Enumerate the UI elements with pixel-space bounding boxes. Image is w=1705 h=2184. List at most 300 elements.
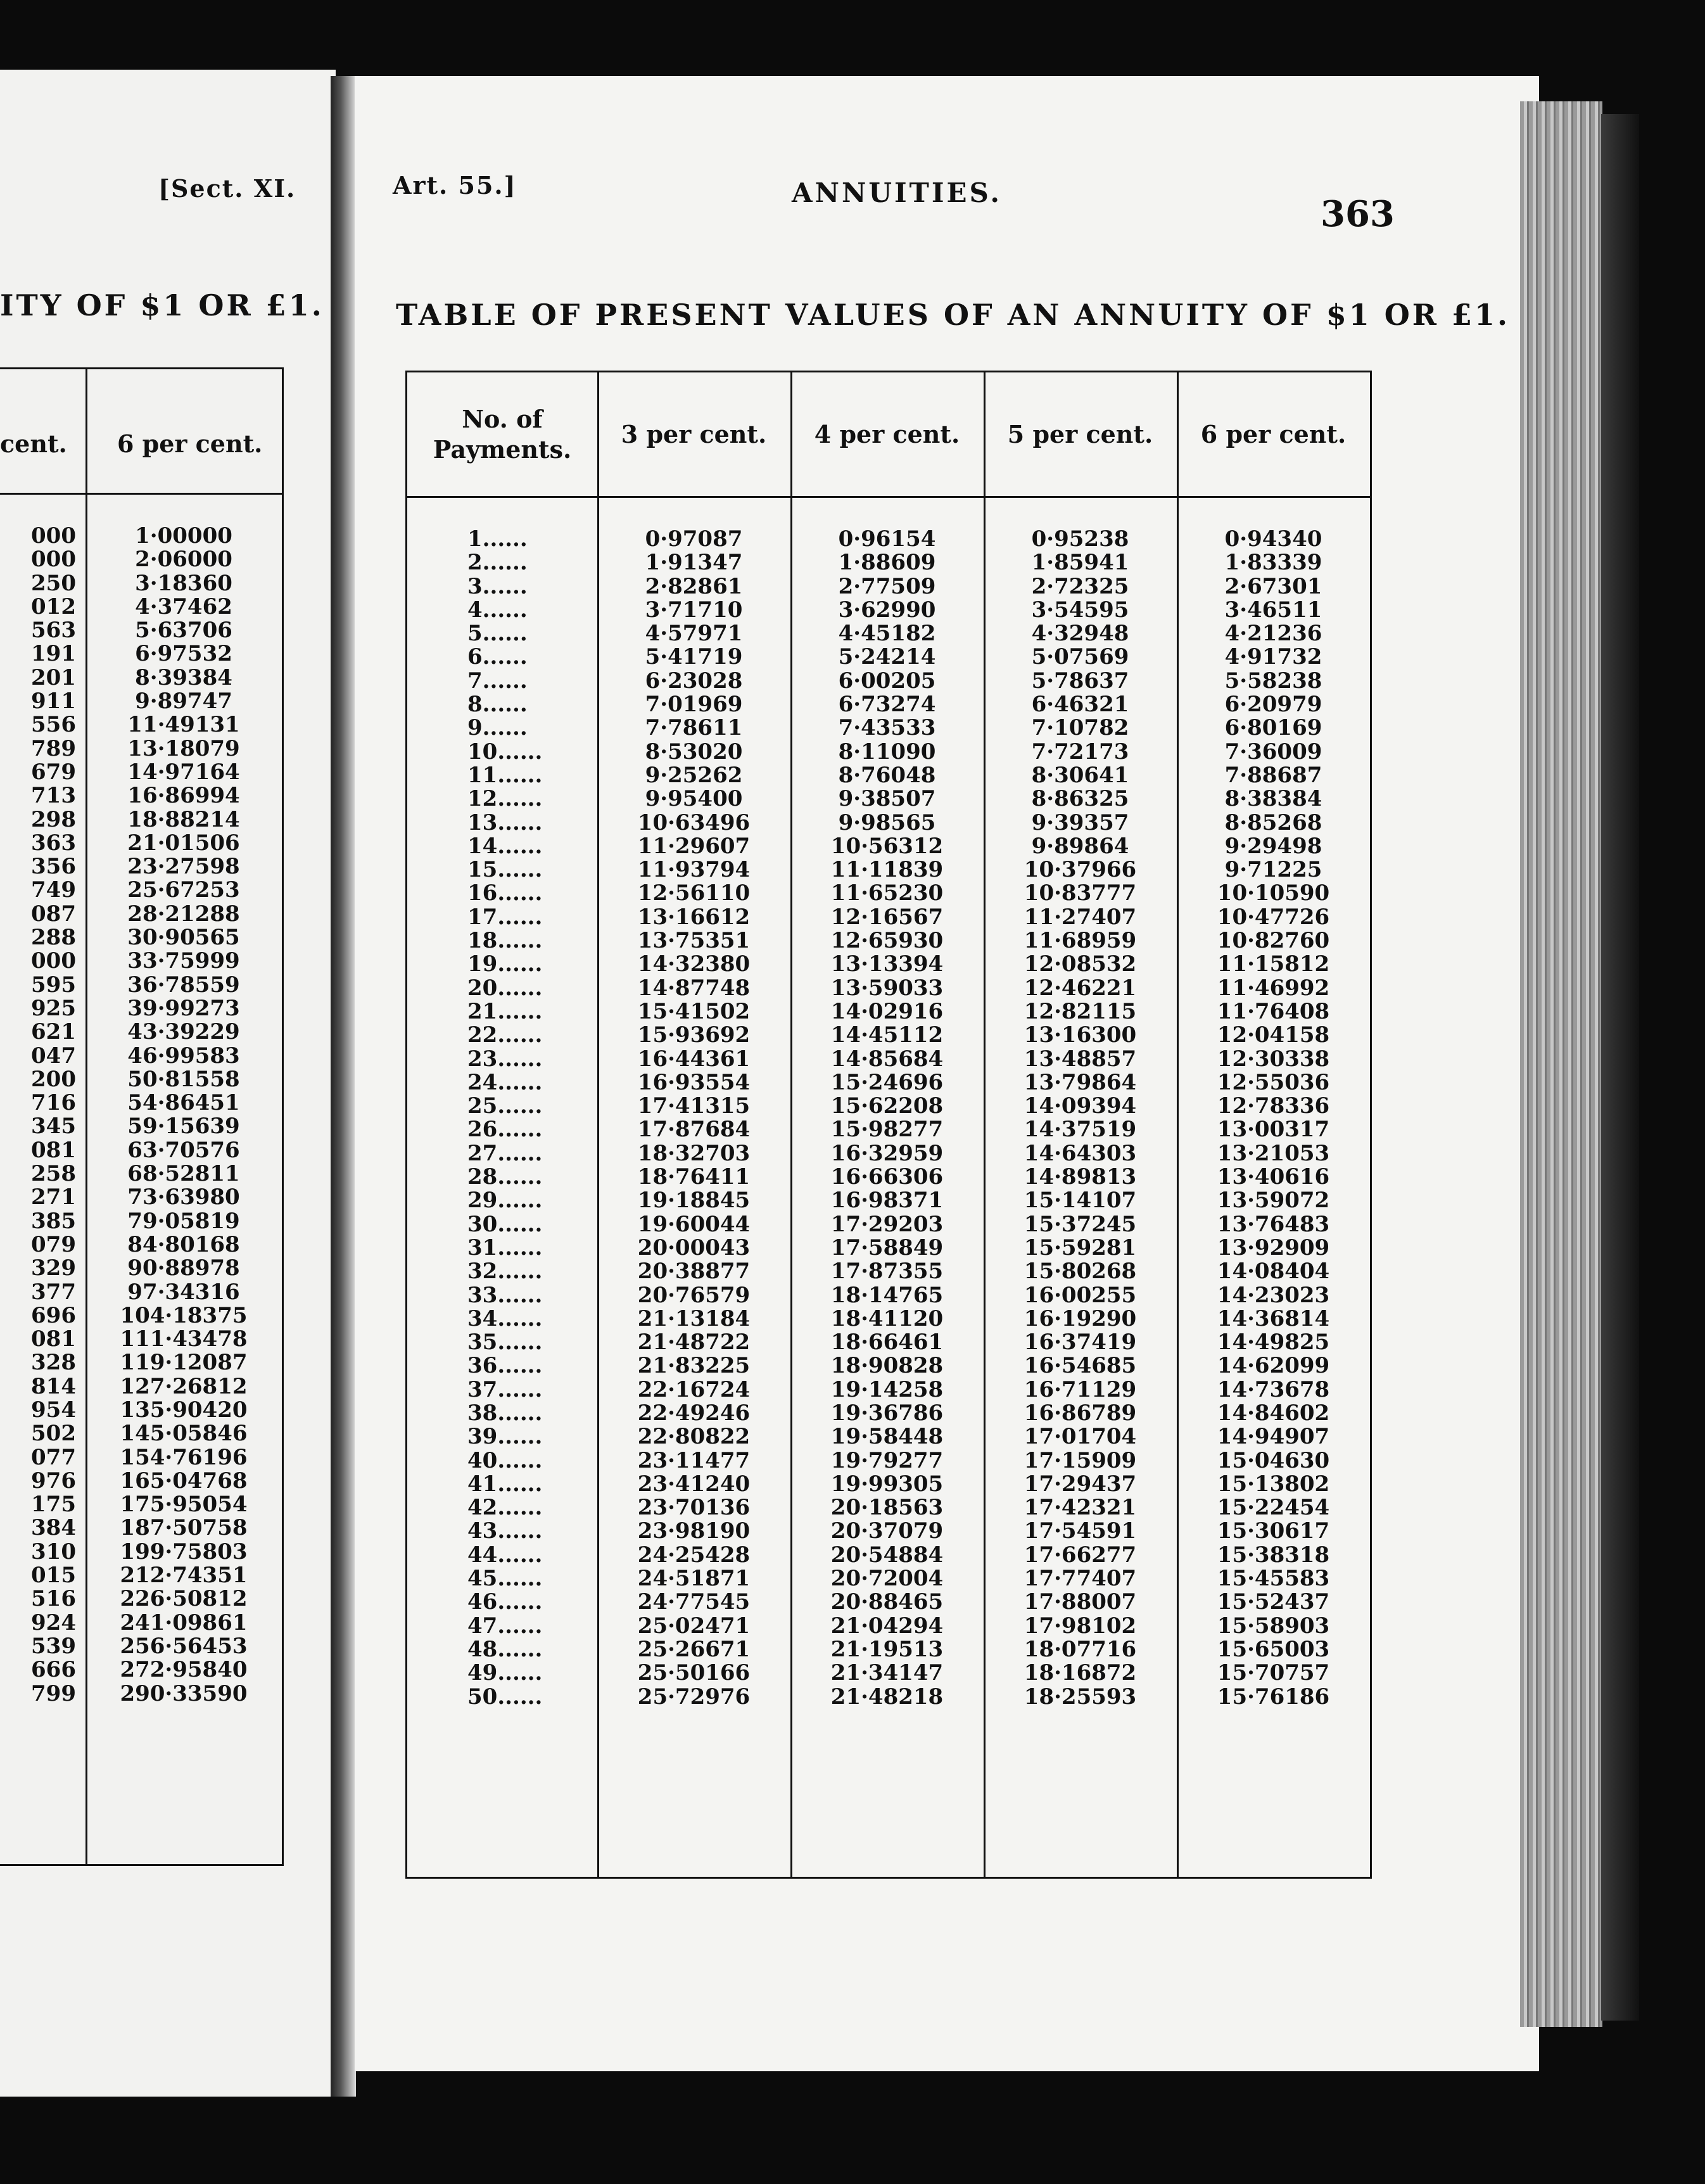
value-6-percent: 15·58903: [1217, 1613, 1330, 1639]
value-4-percent: 5·24214: [838, 644, 936, 670]
left-value-5-fragment: 250: [31, 570, 76, 596]
payment-number: 46......: [467, 1589, 543, 1615]
value-3-percent: 9·25262: [645, 762, 743, 788]
left-value-6-percent: 6·97532: [135, 641, 232, 667]
value-3-percent: 18·32703: [637, 1140, 751, 1166]
value-6-percent: 13·92909: [1217, 1235, 1330, 1260]
value-3-percent: 12·56110: [637, 880, 751, 906]
value-6-percent: 15·45583: [1217, 1566, 1330, 1592]
value-4-percent: 11·65230: [830, 880, 944, 906]
left-value-5-fragment: 799: [31, 1680, 76, 1706]
value-3-percent: 22·80822: [637, 1424, 751, 1450]
value-4-percent: 9·98565: [838, 809, 936, 835]
value-4-percent: 10·56312: [830, 833, 944, 859]
left-value-5-fragment: 271: [31, 1184, 76, 1210]
left-value-5-fragment: 516: [31, 1586, 76, 1612]
value-6-percent: 7·36009: [1224, 739, 1322, 765]
left-value-5-fragment: 666: [31, 1657, 76, 1683]
value-5-percent: 15·37245: [1024, 1211, 1137, 1237]
left-col-header-5: cent.: [0, 429, 67, 458]
left-value-6-percent: 18·88214: [127, 806, 240, 832]
value-3-percent: 24·77545: [637, 1589, 751, 1615]
value-5-percent: 17·66277: [1024, 1542, 1137, 1568]
value-6-percent: 10·10590: [1217, 880, 1330, 906]
value-5-percent: 14·09394: [1024, 1093, 1137, 1119]
value-5-percent: 16·71129: [1024, 1376, 1137, 1402]
payment-number: 20......: [467, 975, 543, 1001]
value-5-percent: 9·39357: [1031, 809, 1129, 835]
left-value-6-percent: 2·06000: [135, 547, 232, 573]
payment-number: 37......: [467, 1376, 543, 1402]
left-value-5-fragment: 000: [31, 547, 76, 573]
left-value-5-fragment: 976: [31, 1468, 76, 1494]
value-6-percent: 12·04158: [1217, 1022, 1330, 1048]
value-4-percent: 4·45182: [838, 621, 936, 647]
left-table-divider: [86, 369, 87, 1864]
col-header-6-percent: 6 per cent.: [1200, 419, 1347, 448]
value-4-percent: 3·62990: [838, 597, 936, 623]
value-3-percent: 22·49246: [637, 1400, 751, 1426]
left-value-5-fragment: 201: [31, 664, 76, 690]
value-5-percent: 7·10782: [1031, 715, 1129, 741]
value-6-percent: 6·80169: [1224, 715, 1322, 741]
left-value-6-percent: 135·90420: [120, 1397, 248, 1423]
left-value-6-percent: 79·05819: [127, 1208, 240, 1234]
payment-number: 7......: [467, 668, 528, 694]
value-5-percent: 2·72325: [1031, 573, 1129, 599]
payment-number: 13......: [467, 809, 543, 835]
value-5-percent: 15·14107: [1024, 1188, 1137, 1214]
value-5-percent: 17·29437: [1024, 1471, 1137, 1497]
left-value-6-percent: 119·12087: [120, 1350, 248, 1376]
value-4-percent: 19·14258: [830, 1376, 944, 1402]
left-value-5-fragment: 345: [31, 1114, 76, 1140]
value-3-percent: 11·29607: [637, 833, 751, 859]
left-value-5-fragment: 814: [31, 1373, 76, 1399]
value-3-percent: 16·93554: [637, 1069, 751, 1095]
value-3-percent: 5·41719: [645, 644, 743, 670]
payment-number: 21......: [467, 998, 543, 1024]
value-6-percent: 15·70757: [1217, 1660, 1330, 1686]
left-value-6-percent: 16·86994: [127, 783, 240, 809]
value-4-percent: 18·90828: [830, 1353, 944, 1379]
value-4-percent: 19·58448: [830, 1424, 944, 1450]
left-value-5-fragment: 384: [31, 1515, 76, 1541]
value-5-percent: 6·46321: [1031, 692, 1129, 718]
left-value-5-fragment: 081: [31, 1137, 76, 1163]
left-value-5-fragment: 563: [31, 618, 76, 644]
value-6-percent: 15·04630: [1217, 1447, 1330, 1473]
value-6-percent: 14·94907: [1217, 1424, 1330, 1450]
value-5-percent: 17·42321: [1024, 1495, 1137, 1521]
value-6-percent: 13·59072: [1217, 1188, 1330, 1214]
value-3-percent: 23·41240: [637, 1471, 751, 1497]
value-4-percent: 7·43533: [838, 715, 936, 741]
value-3-percent: 25·02471: [637, 1613, 751, 1639]
value-5-percent: 10·83777: [1024, 880, 1137, 906]
value-6-percent: 3·46511: [1224, 597, 1322, 623]
left-value-6-percent: 187·50758: [120, 1515, 248, 1541]
value-5-percent: 13·79864: [1024, 1069, 1137, 1095]
value-3-percent: 17·41315: [637, 1093, 751, 1119]
value-3-percent: 15·93692: [637, 1022, 751, 1048]
payment-number: 45......: [467, 1566, 543, 1592]
left-value-6-percent: 23·27598: [127, 854, 240, 880]
value-6-percent: 9·29498: [1224, 833, 1322, 859]
col-6-percent: [1177, 528, 1370, 1709]
left-col-header-6: 6 per cent.: [117, 429, 263, 458]
left-value-5-fragment: 385: [31, 1208, 76, 1234]
left-value-5-fragment: 081: [31, 1326, 76, 1352]
value-6-percent: 11·76408: [1217, 998, 1330, 1024]
value-3-percent: 3·71710: [645, 597, 743, 623]
value-5-percent: 12·08532: [1024, 951, 1137, 977]
payment-number: 40......: [467, 1447, 543, 1473]
left-value-6-percent: 154·76196: [120, 1444, 248, 1470]
value-4-percent: 1·88609: [838, 550, 936, 576]
value-4-percent: 13·59033: [830, 975, 944, 1001]
value-4-percent: 17·87355: [830, 1259, 944, 1285]
payment-number: 30......: [467, 1211, 543, 1237]
payment-number: 26......: [467, 1117, 543, 1143]
value-5-percent: 18·25593: [1024, 1684, 1137, 1710]
value-3-percent: 18·76411: [637, 1164, 751, 1190]
left-value-6-percent: 14·97164: [127, 759, 240, 785]
value-5-percent: 16·54685: [1024, 1353, 1137, 1379]
value-3-percent: 21·83225: [637, 1353, 751, 1379]
left-value-6-percent: 11·49131: [127, 712, 240, 738]
value-6-percent: 12·30338: [1217, 1046, 1330, 1072]
col-header-3-percent: 3 per cent.: [621, 419, 767, 448]
value-5-percent: 15·59281: [1024, 1235, 1137, 1260]
value-4-percent: 21·19513: [830, 1636, 944, 1662]
value-5-percent: 18·07716: [1024, 1636, 1137, 1662]
value-6-percent: 10·47726: [1217, 904, 1330, 930]
value-3-percent: 10·63496: [637, 809, 751, 835]
value-5-percent: 13·16300: [1024, 1022, 1137, 1048]
value-4-percent: 14·45112: [830, 1022, 944, 1048]
value-3-percent: 24·25428: [637, 1542, 751, 1568]
value-4-percent: 15·98277: [830, 1117, 944, 1143]
value-3-percent: 14·87748: [637, 975, 751, 1001]
value-5-percent: 8·30641: [1031, 762, 1129, 788]
value-6-percent: 10·82760: [1217, 928, 1330, 954]
value-6-percent: 15·30617: [1217, 1518, 1330, 1544]
left-value-6-percent: 68·52811: [127, 1161, 240, 1187]
value-6-percent: 7·88687: [1224, 762, 1322, 788]
value-3-percent: 21·13184: [637, 1305, 751, 1331]
value-3-percent: 20·00043: [637, 1235, 751, 1260]
annuity-table: [405, 371, 1372, 1879]
payment-number: 25......: [467, 1093, 543, 1119]
left-value-5-fragment: 539: [31, 1633, 76, 1659]
value-6-percent: 15·76186: [1217, 1684, 1330, 1710]
value-5-percent: 16·86789: [1024, 1400, 1137, 1426]
value-6-percent: 13·21053: [1217, 1140, 1330, 1166]
payment-number: 15......: [467, 857, 543, 883]
left-value-6-percent: 4·37462: [135, 594, 232, 619]
book-cover-edge: [1601, 114, 1639, 2021]
payment-number: 44......: [467, 1542, 543, 1568]
value-4-percent: 2·77509: [838, 573, 936, 599]
value-4-percent: 0·96154: [838, 526, 936, 552]
value-6-percent: 4·21236: [1224, 621, 1322, 647]
left-value-5-fragment: 298: [31, 806, 76, 832]
value-4-percent: 16·32959: [830, 1140, 944, 1166]
value-3-percent: 25·72976: [637, 1684, 751, 1710]
left-value-5-fragment: 000: [31, 524, 76, 549]
value-4-percent: 17·29203: [830, 1211, 944, 1237]
payment-number: 18......: [467, 928, 543, 954]
payment-number: 34......: [467, 1305, 543, 1331]
value-4-percent: 21·48218: [830, 1684, 944, 1710]
value-3-percent: 9·95400: [645, 786, 743, 812]
value-5-percent: 16·37419: [1024, 1330, 1137, 1355]
value-4-percent: 20·54884: [830, 1542, 944, 1568]
left-col-6-values: [92, 524, 276, 1706]
left-value-6-percent: 111·43478: [120, 1326, 248, 1352]
left-value-6-percent: 241·09861: [120, 1609, 248, 1635]
value-4-percent: 20·88465: [830, 1589, 944, 1615]
value-4-percent: 21·34147: [830, 1660, 944, 1686]
value-5-percent: 17·77407: [1024, 1566, 1137, 1592]
table-header-rule: [407, 496, 1370, 498]
table-title: TABLE OF PRESENT VALUES OF AN ANNUITY OF $1 OR £1.: [396, 298, 1511, 332]
left-value-5-fragment: 329: [31, 1255, 76, 1281]
col-header-4-percent: 4 per cent.: [814, 419, 960, 448]
left-table-header-rule: [0, 493, 282, 495]
left-value-5-fragment: 310: [31, 1539, 76, 1565]
payment-number: 1......: [467, 526, 528, 552]
left-value-6-percent: 90·88978: [127, 1255, 240, 1281]
value-5-percent: 1·85941: [1031, 550, 1129, 576]
page-edges: [1520, 101, 1602, 2027]
value-6-percent: 15·52437: [1217, 1589, 1330, 1615]
left-value-5-fragment: 000: [31, 948, 76, 974]
left-table: [0, 367, 284, 1866]
left-value-5-fragment: 258: [31, 1161, 76, 1187]
value-3-percent: 13·16612: [637, 904, 751, 930]
payment-number: 3......: [467, 573, 528, 599]
left-value-6-percent: 8·39384: [135, 664, 232, 690]
payment-number: 22......: [467, 1022, 543, 1048]
left-value-6-percent: 36·78559: [127, 972, 240, 998]
payment-number: 43......: [467, 1518, 543, 1544]
payment-number: 39......: [467, 1424, 543, 1450]
left-value-5-fragment: 087: [31, 901, 76, 927]
value-5-percent: 17·54591: [1024, 1518, 1137, 1544]
left-value-5-fragment: 079: [31, 1231, 76, 1257]
left-value-5-fragment: 595: [31, 972, 76, 998]
col-5-percent: [984, 528, 1177, 1709]
value-5-percent: 12·82115: [1024, 998, 1137, 1024]
value-3-percent: 2·82861: [645, 573, 743, 599]
value-3-percent: 14·32380: [637, 951, 751, 977]
value-5-percent: 12·46221: [1024, 975, 1137, 1001]
payment-number: 2......: [467, 550, 528, 576]
left-value-6-percent: 127·26812: [120, 1373, 248, 1399]
left-value-6-percent: 1·00000: [135, 523, 232, 549]
left-value-5-fragment: 679: [31, 759, 76, 785]
left-value-6-percent: 73·63980: [127, 1184, 240, 1210]
value-6-percent: 11·15812: [1217, 951, 1330, 977]
value-6-percent: 8·38384: [1224, 786, 1322, 812]
payment-number: 32......: [467, 1259, 543, 1285]
payment-number: 16......: [467, 880, 543, 906]
col-header-5-percent: 5 per cent.: [1007, 419, 1153, 448]
left-value-5-fragment: 954: [31, 1397, 76, 1423]
value-6-percent: 11·46992: [1217, 975, 1330, 1001]
value-6-percent: 14·08404: [1217, 1259, 1330, 1285]
value-3-percent: 8·53020: [645, 739, 743, 765]
value-5-percent: 17·15909: [1024, 1447, 1137, 1473]
value-6-percent: 14·49825: [1217, 1330, 1330, 1355]
left-value-5-fragment: 363: [31, 830, 76, 856]
value-4-percent: 13·13394: [830, 951, 944, 977]
left-value-5-fragment: 288: [31, 925, 76, 951]
value-4-percent: 6·00205: [838, 668, 936, 694]
left-value-6-percent: 30·90565: [127, 925, 240, 951]
left-value-6-percent: 104·18375: [120, 1302, 248, 1328]
payment-number: 31......: [467, 1235, 543, 1260]
value-4-percent: 15·62208: [830, 1093, 944, 1119]
payment-number: 50......: [467, 1684, 543, 1710]
payment-number: 14......: [467, 833, 543, 859]
value-6-percent: 13·00317: [1217, 1117, 1330, 1143]
value-3-percent: 0·97087: [645, 526, 743, 552]
value-6-percent: 15·65003: [1217, 1636, 1330, 1662]
payment-number: 5......: [467, 621, 528, 647]
left-value-5-fragment: 924: [31, 1609, 76, 1635]
left-value-6-percent: 13·18079: [127, 735, 240, 761]
payment-number: 6......: [467, 644, 528, 670]
value-4-percent: 20·72004: [830, 1566, 944, 1592]
payment-number: 27......: [467, 1140, 543, 1166]
payment-number: 36......: [467, 1353, 543, 1379]
payment-number: 38......: [467, 1400, 543, 1426]
left-value-6-percent: 9·89747: [135, 689, 232, 714]
value-4-percent: 18·66461: [830, 1330, 944, 1355]
value-5-percent: 14·37519: [1024, 1117, 1137, 1143]
left-value-6-percent: 256·56453: [120, 1633, 248, 1659]
left-value-6-percent: 28·21288: [127, 901, 240, 927]
payment-number: 17......: [467, 904, 543, 930]
value-3-percent: 16·44361: [637, 1046, 751, 1072]
value-4-percent: 21·04294: [830, 1613, 944, 1639]
payment-number: 29......: [467, 1188, 543, 1214]
value-4-percent: 16·66306: [830, 1164, 944, 1190]
value-6-percent: 14·73678: [1217, 1376, 1330, 1402]
payment-number: 12......: [467, 786, 543, 812]
value-3-percent: 15·41502: [637, 998, 751, 1024]
value-3-percent: 20·76579: [637, 1282, 751, 1308]
left-value-6-percent: 5·63706: [135, 618, 232, 644]
value-5-percent: 13·48857: [1024, 1046, 1137, 1072]
value-6-percent: 13·40616: [1217, 1164, 1330, 1190]
left-value-5-fragment: 696: [31, 1302, 76, 1328]
value-5-percent: 17·98102: [1024, 1613, 1137, 1639]
value-4-percent: 19·79277: [830, 1447, 944, 1473]
value-5-percent: 8·86325: [1031, 786, 1129, 812]
value-4-percent: 14·02916: [830, 998, 944, 1024]
value-6-percent: 15·13802: [1217, 1471, 1330, 1497]
value-3-percent: 6·23028: [645, 668, 743, 694]
left-value-6-percent: 25·67253: [127, 877, 240, 903]
value-6-percent: 14·23023: [1217, 1282, 1330, 1308]
left-running-header: [Sect. XI.: [158, 174, 296, 203]
left-value-6-percent: 46·99583: [127, 1043, 240, 1069]
value-3-percent: 17·87684: [637, 1117, 751, 1143]
col-payments: [407, 528, 597, 1709]
value-6-percent: 5·58238: [1224, 668, 1322, 694]
left-value-5-fragment: 716: [31, 1090, 76, 1116]
page-number: 363: [1321, 193, 1395, 235]
value-6-percent: 14·36814: [1217, 1305, 1330, 1331]
left-value-5-fragment: 012: [31, 594, 76, 619]
payment-number: 9......: [467, 715, 528, 741]
value-4-percent: 8·76048: [838, 762, 936, 788]
left-value-6-percent: 3·18360: [135, 570, 232, 596]
left-value-6-percent: 97·34316: [127, 1279, 240, 1305]
left-value-6-percent: 39·99273: [127, 995, 240, 1021]
value-6-percent: 12·78336: [1217, 1093, 1330, 1119]
value-6-percent: 14·84602: [1217, 1400, 1330, 1426]
payment-number: 33......: [467, 1282, 543, 1308]
left-value-6-percent: 21·01506: [127, 830, 240, 856]
payment-number: 8......: [467, 692, 528, 718]
value-6-percent: 12·55036: [1217, 1069, 1330, 1095]
value-3-percent: 25·26671: [637, 1636, 751, 1662]
left-value-5-fragment: 556: [31, 712, 76, 738]
value-4-percent: 11·11839: [830, 857, 944, 883]
left-value-5-fragment: 502: [31, 1421, 76, 1447]
payment-number: 41......: [467, 1471, 543, 1497]
payment-number: 42......: [467, 1495, 543, 1521]
running-title: ANNUITIES.: [792, 177, 1003, 208]
value-4-percent: 12·16567: [830, 904, 944, 930]
left-col-5-fragments: [0, 524, 76, 1706]
left-value-5-fragment: 789: [31, 735, 76, 761]
left-value-5-fragment: 328: [31, 1350, 76, 1376]
payment-number: 35......: [467, 1330, 543, 1355]
left-value-5-fragment: 175: [31, 1492, 76, 1518]
value-3-percent: 24·51871: [637, 1566, 751, 1592]
value-3-percent: 4·57971: [645, 621, 743, 647]
left-value-5-fragment: 200: [31, 1066, 76, 1092]
value-5-percent: 14·89813: [1024, 1164, 1137, 1190]
payment-number: 19......: [467, 951, 543, 977]
left-value-6-percent: 84·80168: [127, 1231, 240, 1257]
value-3-percent: 23·70136: [637, 1495, 751, 1521]
left-value-6-percent: 272·95840: [120, 1657, 248, 1683]
value-6-percent: 4·91732: [1224, 644, 1322, 670]
value-5-percent: 14·64303: [1024, 1140, 1137, 1166]
left-value-6-percent: 199·75803: [120, 1539, 248, 1565]
value-4-percent: 15·24696: [830, 1069, 944, 1095]
value-5-percent: 18·16872: [1024, 1660, 1137, 1686]
value-5-percent: 16·19290: [1024, 1305, 1137, 1331]
left-value-6-percent: 43·39229: [127, 1019, 240, 1045]
left-table-title: ITY OF $1 OR £1.: [0, 288, 324, 322]
value-5-percent: 11·68959: [1024, 928, 1137, 954]
value-6-percent: 6·20979: [1224, 692, 1322, 718]
value-3-percent: 19·60044: [637, 1211, 751, 1237]
article-reference: Art. 55.]: [393, 171, 517, 200]
left-value-5-fragment: 749: [31, 877, 76, 903]
left-value-5-fragment: 911: [31, 689, 76, 714]
payment-number: 47......: [467, 1613, 543, 1639]
value-3-percent: 7·01969: [645, 692, 743, 718]
